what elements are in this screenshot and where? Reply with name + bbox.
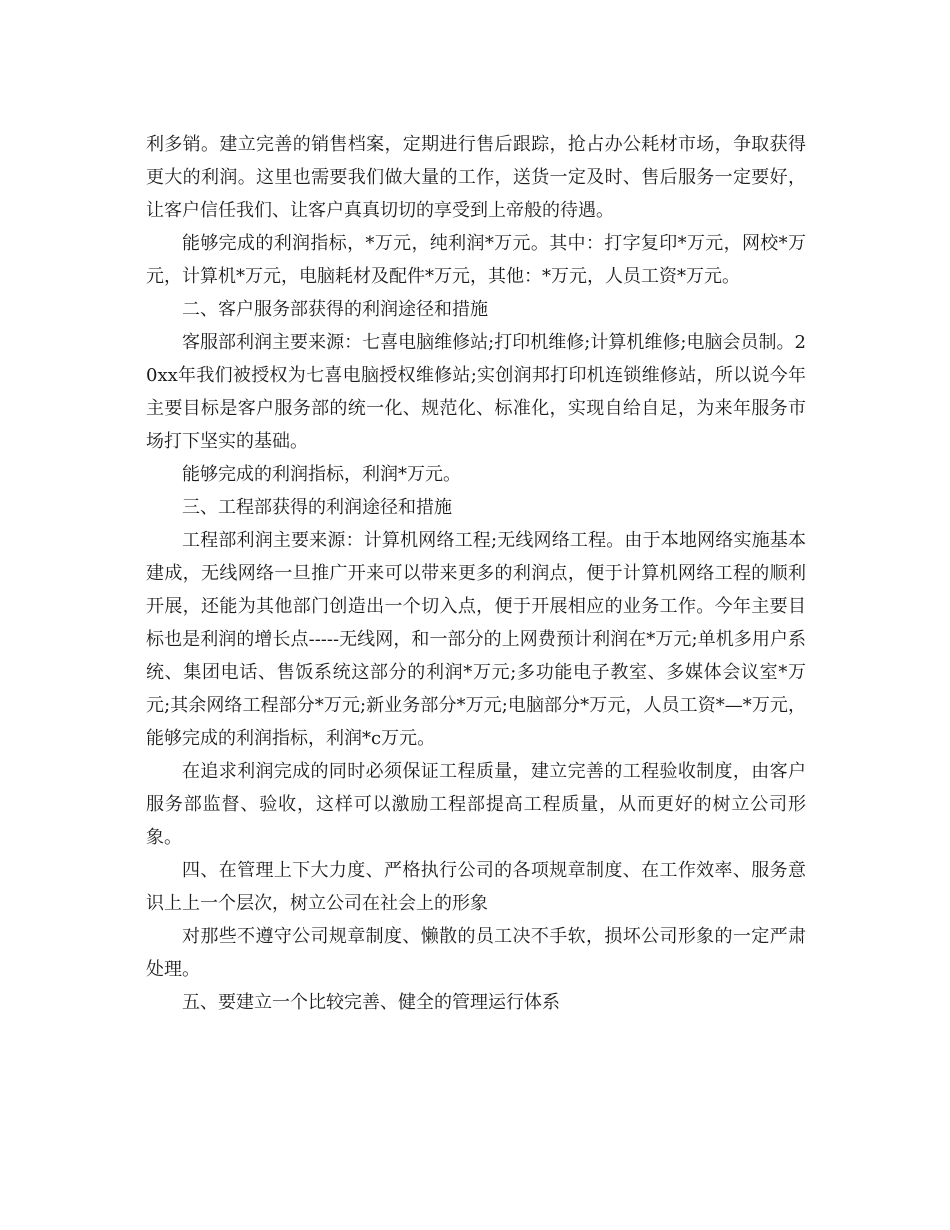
section-heading-customer-service: 二、客户服务部获得的利润途径和措施 — [182, 299, 488, 320]
paragraph-profit-target-2: 能够完成的利润指标，利润*万元。 — [182, 464, 461, 485]
section-heading-operation-system: 五、要建立一个比较完善、健全的管理运行体系 — [182, 992, 560, 1013]
paragraph-discipline: 对那些不遵守公司规章制度、懒散的员工决不手软，损坏公司形象的一定严肃处理。 — [146, 926, 806, 980]
section-heading-management: 四、在管理上下大力度、严格执行公司的各项规章制度、在工作效率、服务意识上上一个层次，树立公司在社会上的形象 — [146, 860, 806, 914]
paragraph-customer-service-sources: 客服部利润主要来源：七喜电脑维修站;打印机维修;计算机维修;电脑会员制。20xx年我们被授权为七喜电脑授权维修站;实创润邦打印机连锁维修站，所以说今年主要目标是客户服务部的统一化、规范化、标准化，实现自给自足，为来年服务市场打下坚实的基础。 — [146, 332, 806, 452]
paragraph-profit-target-1: 能够完成的利润指标，*万元，纯利润*万元。其中：打字复印*万元，网校*万元，计算机*万元，电脑耗材及配件*万元，其他：*万元，人员工资*万元。 — [146, 233, 806, 287]
paragraph-continuation: 利多销。建立完善的销售档案，定期进行售后跟踪，抢占办公耗材市场，争取获得更大的利润。这里也需要我们做大量的工作，送货一定及时、售后服务一定要好，让客户信任我们、让客户真真切切的享受到上帝般的待遇。 — [146, 134, 806, 221]
section-heading-engineering: 三、工程部获得的利润途径和措施 — [182, 497, 452, 518]
paragraph-engineering-sources: 工程部利润主要来源：计算机网络工程;无线网络工程。由于本地网络实施基本建成，无线网络一旦推广开来可以带来更多的利润点，便于计算机网络工程的顺利开展，还能为其他部门创造出一个切入点，便于开展相应的业务工作。今年主要目标也是利润的增长点-----无线网，和一部分的上网费预计利润在*万元;单机多用户系统、集团电话、售饭系统这部分的利润*万元;多功能电子教室、多媒体会议室*万元;其余网络工程部分*万元;新业务部分*万元;电脑部分*万元，人员工资*—*万元，能够完成的利润指标，利润*c万元。 — [146, 530, 806, 749]
paragraph-engineering-quality: 在追求利润完成的同时必须保证工程质量，建立完善的工程验收制度，由客户服务部监督、验收，这样可以激励工程部提高工程质量，从而更好的树立公司形象。 — [146, 761, 806, 848]
document-body — [146, 128, 806, 1019]
